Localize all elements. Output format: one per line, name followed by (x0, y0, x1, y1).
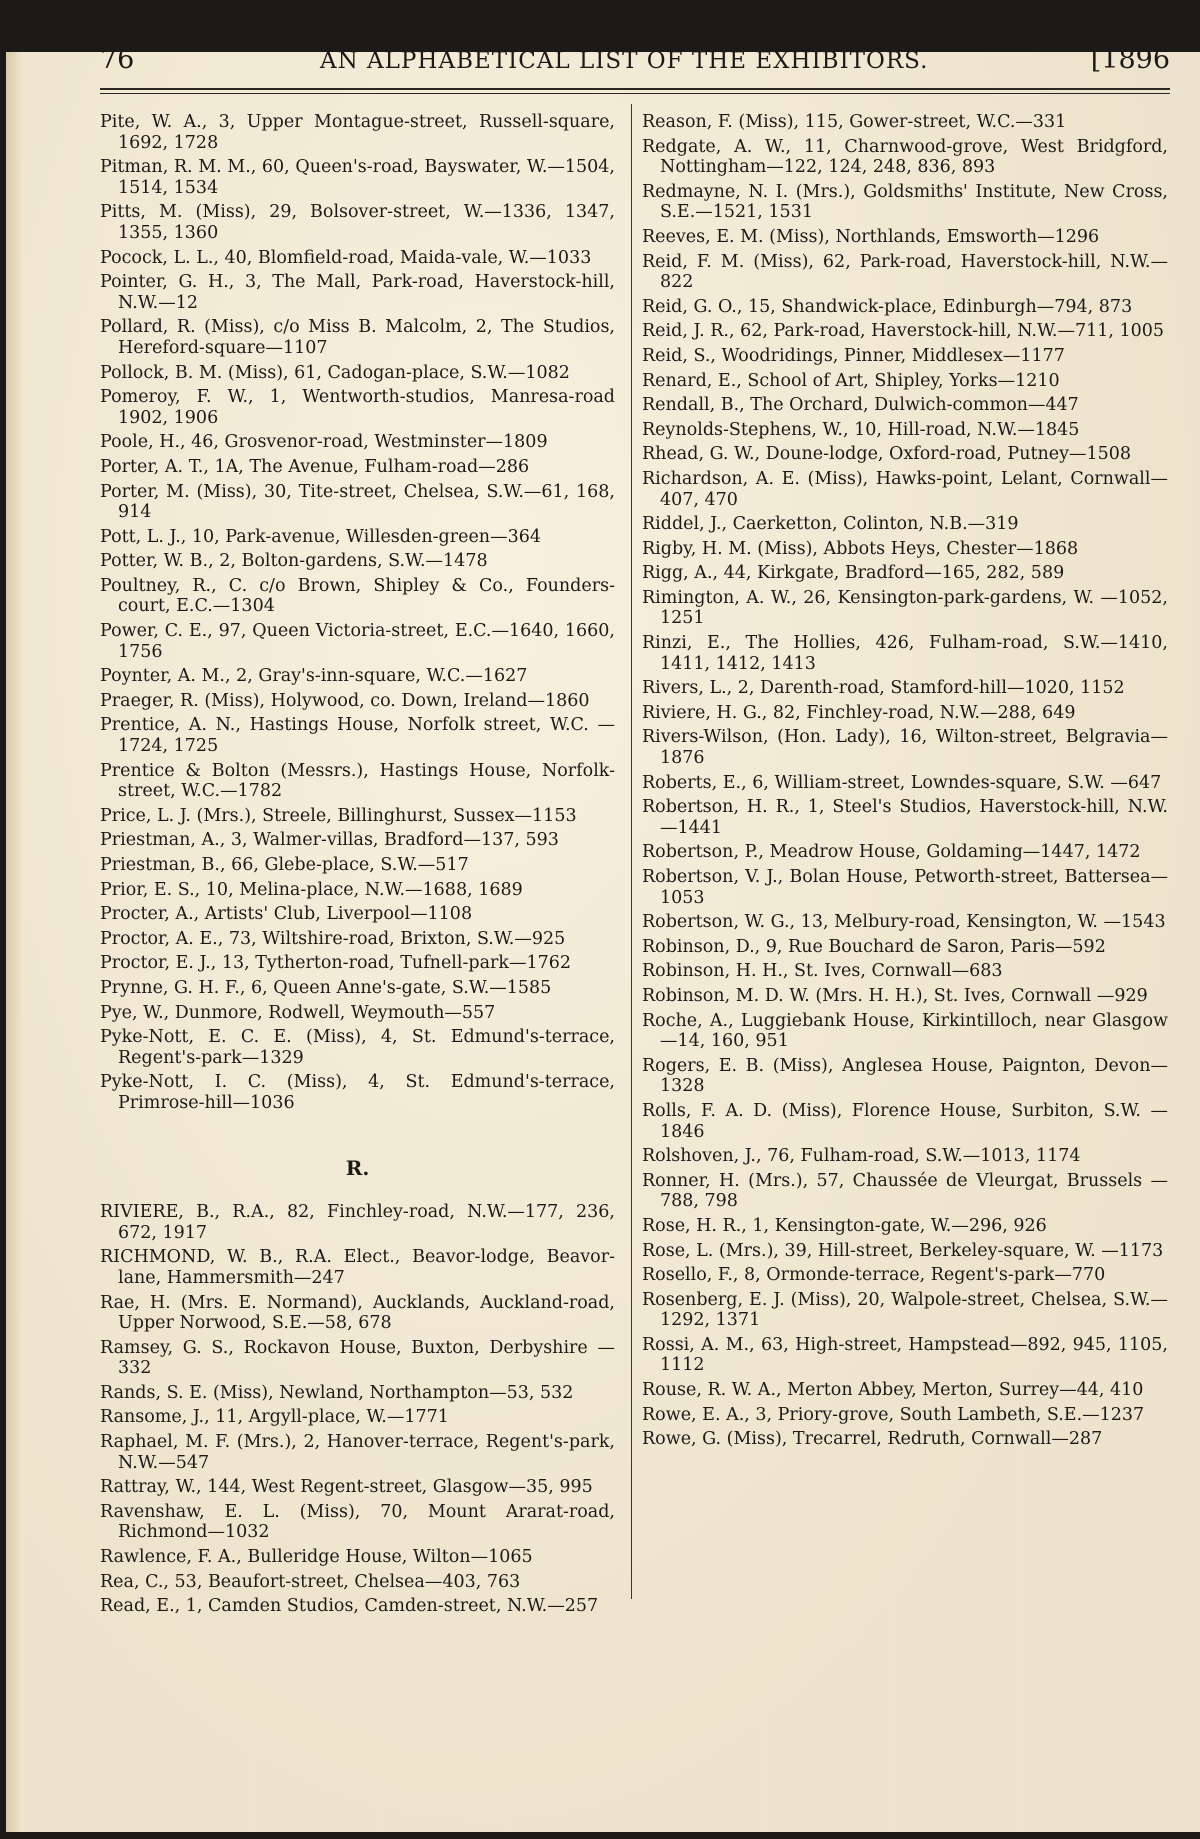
exhibitor-entry: Reynolds-Stephens, W., 10, Hill-road, N.W.—1845 (642, 419, 1080, 440)
exhibitor-entry: Richardson, A. E. (Miss), Hawks-point, Lelant, Cornwall—407, 470 (642, 468, 1168, 510)
exhibitor-entry: Raphael, M. F. (Mrs.), 2, Hanover-terrace, Regent's-park, N.W.—547 (100, 1432, 615, 1473)
exhibitor-entry: Porter, M. (Miss), 30, Tite-street, Chelsea, S.W.—61, 168, 914 (100, 481, 615, 523)
exhibitor-entry: Rigby, H. M. (Miss), Abbots Heys, Chester—1868 (642, 538, 1079, 559)
exhibitor-entry: Reid, G. O., 15, Shandwick-place, Edinburgh—794, 873 (642, 296, 1133, 317)
exhibitor-entry: Rosenberg, E. J. (Miss), 20, Walpole-street, Chelsea, S.W.—1292, 1371 (642, 1289, 1168, 1331)
exhibitor-entry: Reid, J. R., 62, Park-road, Haverstock-hill, N.W.—711, 1005 (642, 321, 1165, 342)
exhibitor-entry: Pye, W., Dunmore, Rodwell, Weymouth—557 (100, 1002, 496, 1023)
exhibitor-entry: Praeger, R. (Miss), Holywood, co. Down, Ireland—1860 (100, 690, 590, 711)
exhibitor-entry: Rowe, E. A., 3, Priory-grove, South Lambeth, S.E.—1237 (642, 1404, 1145, 1425)
exhibitor-entry: Rowe, G. (Miss), Trecarrel, Redruth, Cornwall—287 (642, 1429, 1103, 1450)
exhibitor-entry: Rogers, E. B. (Miss), Anglesea House, Paignton, Devon—1328 (642, 1055, 1168, 1097)
exhibitor-entry: Pointer, G. H., 3, The Mall, Park-road, Haverstock-hill, N.W.—12 (100, 272, 615, 313)
exhibitor-entry: Rolshoven, J., 76, Fulham-road, S.W.—1013, 1174 (642, 1146, 1081, 1167)
exhibitor-entry: Renard, E., School of Art, Shipley, Yorks—1210 (642, 370, 1060, 391)
exhibitor-entry: Rigg, A., 44, Kirkgate, Bradford—165, 282, 589 (642, 563, 1065, 584)
exhibitor-entry: Rands, S. E. (Miss), Newland, Northampton—53, 532 (100, 1382, 574, 1403)
exhibitor-entry: Pyke-Nott, I. C. (Miss), 4, St. Edmund's-terrace, Primrose-hill—1036 (100, 1072, 615, 1113)
exhibitor-entry: Prentice & Bolton (Messrs.), Hastings House, Norfolk-street, W.C.—1782 (100, 760, 615, 802)
exhibitor-entry: Rolls, F. A. D. (Miss), Florence House, Surbiton, S.W. —1846 (642, 1100, 1168, 1142)
exhibitor-entry: Rattray, W., 144, West Regent-street, Glasgow—35, 995 (100, 1477, 593, 1498)
exhibitor-entry: Rossi, A. M., 63, High-street, Hampstead—892, 945, 1105, 1112 (642, 1334, 1168, 1376)
exhibitor-entry: Priestman, A., 3, Walmer-villas, Bradford—137, 593 (100, 830, 559, 851)
exhibitor-entry: Ravenshaw, E. L. (Miss), 70, Mount Ararat-road, Richmond—1032 (100, 1501, 615, 1543)
exhibitor-entry: Rhead, G. W., Doune-lodge, Oxford-road, Putney—1508 (642, 444, 1132, 465)
exhibitor-entry: Rendall, B., The Orchard, Dulwich-common—447 (642, 395, 1079, 416)
exhibitor-entry: Procter, A., Artists' Club, Liverpool—1108 (100, 904, 473, 925)
exhibitor-entry: Poultney, R., C. c/o Brown, Shipley & Co., Founders-court, E.C.—1304 (100, 575, 615, 617)
column-divider (631, 104, 632, 1599)
exhibitor-entry: Pomeroy, F. W., 1, Wentworth-studios, Manresa-road 1902, 1906 (100, 387, 615, 428)
exhibitor-entry: Reid, F. M. (Miss), 62, Park-road, Haverstock-hill, N.W.—822 (642, 251, 1168, 293)
exhibitor-entry: Robertson, V. J., Bolan House, Petworth-street, Battersea—1053 (642, 867, 1168, 908)
header-rule-thin (100, 93, 1170, 94)
exhibitor-entry: Pocock, L. L., 40, Blomfield-road, Maida-vale, W.—1033 (100, 247, 592, 268)
exhibitor-entry: Rinzi, E., The Hollies, 426, Fulham-road, S.W.—1410, 1411, 1412, 1413 (642, 633, 1168, 674)
running-title: AN ALPHABETICAL LIST OF THE EXHIBITORS. (320, 48, 929, 74)
exhibitor-entry: Riviere, H. G., 82, Finchley-road, N.W.—288, 649 (642, 702, 1076, 723)
exhibitor-entry: Reason, F. (Miss), 115, Gower-street, W.C.—331 (642, 112, 1067, 132)
exhibitor-entry: Prior, E. S., 10, Melina-place, N.W.—1688, 1689 (100, 879, 523, 900)
exhibitor-entry: Prentice, A. N., Hastings House, Norfolk street, W.C. —1724, 1725 (100, 715, 615, 757)
exhibitor-entry: RICHMOND, W. B., R.A. Elect., Beavor-lodge, Beavor-lane, Hammersmith—247 (100, 1247, 615, 1288)
exhibitor-entry: Robinson, M. D. W. (Mrs. H. H.), St. Ives, Cornwall —929 (642, 985, 1148, 1006)
exhibitor-entry: Pitts, M. (Miss), 29, Bolsover-street, W.—1336, 1347, 1355, 1360 (100, 202, 615, 243)
exhibitor-entry: Robertson, W. G., 13, Melbury-road, Kensington, W. —1543 (642, 912, 1166, 933)
left-column (100, 112, 615, 1621)
exhibitor-entry: Robertson, P., Meadrow House, Goldaming—1447, 1472 (642, 842, 1141, 863)
exhibitor-entry: Ramsey, G. S., Rockavon House, Buxton, Derbyshire —332 (100, 1337, 615, 1379)
exhibitor-entry: Rivers-Wilson, (Hon. Lady), 16, Wilton-street, Belgravia—1876 (642, 727, 1168, 769)
exhibitor-entry: Robinson, H. H., St. Ives, Cornwall—683 (642, 961, 1003, 982)
exhibitor-entry: Ransome, J., 11, Argyll-place, W.—1771 (100, 1407, 449, 1428)
exhibitor-entry: Rouse, R. W. A., Merton Abbey, Merton, Surrey—44, 410 (642, 1380, 1144, 1401)
exhibitor-entry: Rae, H. (Mrs. E. Normand), Aucklands, Auckland-road, Upper Norwood, S.E.—58, 678 (100, 1292, 615, 1334)
exhibitor-entry: Power, C. E., 97, Queen Victoria-street, E.C.—1640, 1660, 1756 (100, 621, 615, 662)
exhibitor-entry: Roche, A., Luggiebank House, Kirkintilloch, near Glasgow—14, 160, 951 (642, 1010, 1168, 1052)
exhibitor-entry: Rawlence, F. A., Bulleridge House, Wilton—1065 (100, 1547, 533, 1568)
exhibitor-entry: Robertson, H. R., 1, Steel's Studios, Haverstock-hill, N.W.—1441 (642, 797, 1168, 838)
exhibitor-entry: Pollock, B. M. (Miss), 61, Cadogan-place, S.W.—1082 (100, 362, 570, 383)
exhibitor-list-r (100, 1202, 615, 1617)
exhibitor-entry: Roberts, E., 6, William-street, Lowndes-square, S.W. —647 (642, 772, 1162, 793)
exhibitor-entry: Rose, L. (Mrs.), 39, Hill-street, Berkeley-square, W. —1173 (642, 1240, 1164, 1261)
exhibitor-entry: Rivers, L., 2, Darenth-road, Stamford-hill—1020, 1152 (642, 678, 1125, 699)
exhibitor-entry: Pitman, R. M. M., 60, Queen's-road, Bayswater, W.—1504, 1514, 1534 (100, 157, 615, 198)
exhibitor-entry: Pott, L. J., 10, Park-avenue, Willesden-green—364 (100, 526, 541, 547)
exhibitor-entry: Pyke-Nott, E. C. E. (Miss), 4, St. Edmund's-terrace, Regent's-park—1329 (100, 1027, 615, 1068)
exhibitor-list-p (100, 112, 615, 1114)
exhibitor-entry: Riddel, J., Caerketton, Colinton, N.B.—319 (642, 514, 1019, 535)
exhibitor-entry: Priestman, B., 66, Glebe-place, S.W.—517 (100, 855, 469, 875)
page-gutter-edge (6, 52, 22, 1832)
exhibitor-entry: Porter, A. T., 1A, The Avenue, Fulham-road—286 (100, 456, 530, 477)
exhibitor-entry: Ronner, H. (Mrs.), 57, Chaussée de Vleurgat, Brussels —788, 798 (642, 1170, 1168, 1212)
exhibitor-entry: Reid, S., Woodridings, Pinner, Middlesex—1177 (642, 345, 1065, 366)
exhibitor-entry: Rea, C., 53, Beaufort-street, Chelsea—403, 763 (100, 1571, 521, 1592)
exhibitor-entry: Potter, W. B., 2, Bolton-gardens, S.W.—1478 (100, 551, 488, 572)
exhibitor-entry: Poynter, A. M., 2, Gray's-inn-square, W.C.—1627 (100, 666, 528, 687)
section-heading: R. (345, 1155, 370, 1180)
exhibitor-entry: Poole, H., 46, Grosvenor-road, Westminster—1809 (100, 432, 548, 453)
exhibitor-entry: Redmayne, N. I. (Mrs.), Goldsmiths' Institute, New Cross, S.E.—1521, 1531 (642, 181, 1168, 223)
exhibitor-entry: Price, L. J. (Mrs.), Streele, Billinghurst, Sussex—1153 (100, 805, 577, 826)
right-column (642, 112, 1168, 1454)
page-header (100, 44, 1170, 84)
exhibitor-entry: Proctor, A. E., 73, Wiltshire-road, Brixton, S.W.—925 (100, 928, 566, 949)
exhibitor-entry: Rimington, A. W., 26, Kensington-park-gardens, W. —1052, 1251 (642, 587, 1168, 629)
exhibitor-entry: RIVIERE, B., R.A., 82, Finchley-road, N.W.—177, 236, 672, 1917 (100, 1202, 615, 1243)
exhibitor-list-re (642, 112, 1168, 1450)
page-number: 76 (100, 44, 135, 75)
exhibitor-entry: Read, E., 1, Camden Studios, Camden-street, N.W.—257 (100, 1596, 599, 1617)
exhibitor-entry: Reeves, E. M. (Miss), Northlands, Emsworth—1296 (642, 226, 1100, 247)
exhibitor-entry: Redgate, A. W., 11, Charnwood-grove, West Bridgford, Nottingham—122, 124, 248, 836, 893 (642, 136, 1168, 178)
exhibitor-entry: Prynne, G. H. F., 6, Queen Anne's-gate, S.W.—1585 (100, 977, 552, 998)
exhibitor-entry: Rosello, F., 8, Ormonde-terrace, Regent's-park—770 (642, 1265, 1106, 1286)
exhibitor-entry: Proctor, E. J., 13, Tytherton-road, Tufnell-park—1762 (100, 953, 572, 974)
exhibitor-entry: Rose, H. R., 1, Kensington-gate, W.—296, 926 (642, 1215, 1047, 1236)
header-rule-thick (100, 88, 1170, 90)
exhibitor-entry: Robinson, D., 9, Rue Bouchard de Saron, Paris—592 (642, 936, 1106, 957)
exhibitor-entry: Pite, W. A., 3, Upper Montague-street, Russell-square, 1692, 1728 (100, 112, 615, 153)
exhibitor-entry: Pollard, R. (Miss), c/o Miss B. Malcolm, 2, The Studios, Hereford-square—1107 (100, 317, 615, 358)
year-label: [1896 (1090, 44, 1170, 75)
